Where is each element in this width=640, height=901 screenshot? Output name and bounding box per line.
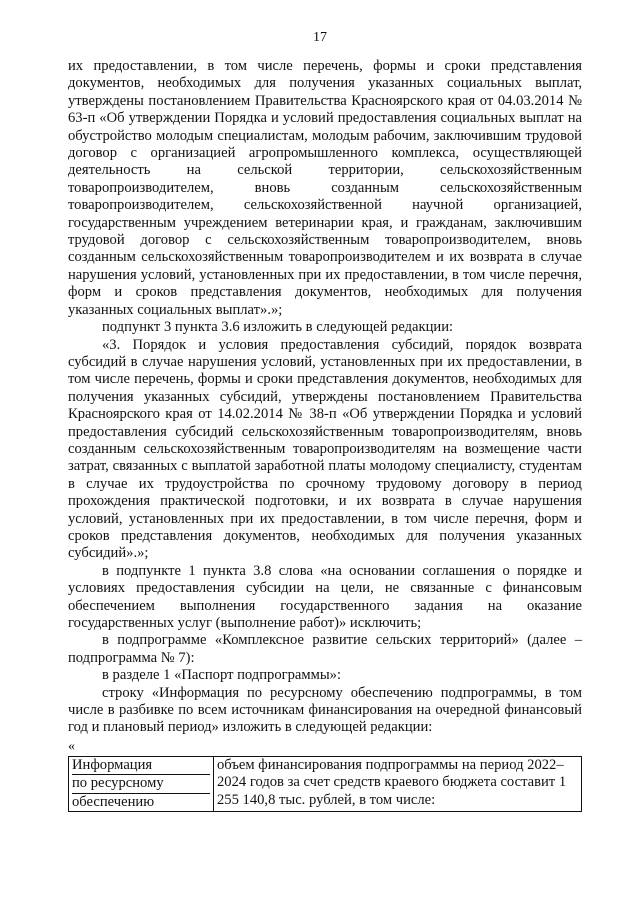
table-label-line: Информация [72, 757, 210, 775]
table-value-cell: объем финансирования подпрограммы на период 2022–2024 годов за счет средств краевого бюджета составит 1 255 140,8 тыс. рублей, в том числе: [214, 756, 582, 811]
paragraph-row-replacement: строку «Информация по ресурсному обеспечению подпрограммы, в том числе в разбивке по всем источникам финансирования на очередной финансовый год и плановый период» изложить в следующей редакции: [68, 684, 582, 736]
table-label-line: по ресурсному [72, 775, 210, 793]
paragraph-subpoint-3-6: подпункт 3 пункта 3.6 изложить в следующей редакции: [102, 319, 454, 336]
table-label-line: обеспечению [72, 793, 155, 810]
table-row [69, 756, 582, 811]
paragraph-subpoint-3-8: в подпункте 1 пункта 3.8 слова «на основании соглашения о порядке и условиях предоставления субсидии на цели, не связанные с финансовым обеспечением выполнения государственного задания на оказание государственных услуг (выполнение работ)» исключить; [68, 562, 582, 631]
paragraph-quoted-item-3: «3. Порядок и условия предоставления субсидий, порядок возврата субсидий в случае нарушения условий, установленных при их предоставлении, в том числе перечень, формы и сроки представления документов, необходимых для получения указанных субсидий, утверждены постановлением Правительства Красноярского края от 14.02.2014 № 38-п «Об утверждении Порядка и условий предоставления субсидий сельскохозяйственным товаропроизводителям, вновь созданным сельскохозяйственным товаропроизводителям на возмещение части затрат, связанных с выплатой заработной платы молодому специалисту, студентам в случае их трудоустройства по срочному трудовому договору в период прохождения практической подготовки, и их возврата в случае нарушения условий, установленных при их предоставлении, в том числе перечня, форм и сроков представления документов, необходимых для получения указанных субсидий».»; [68, 336, 582, 562]
passport-table [68, 756, 582, 812]
paragraph-section-1: в разделе 1 «Паспорт подпрограммы»: [102, 667, 342, 684]
table-label-cell [69, 756, 214, 811]
document-body [68, 58, 582, 812]
page-number: 17 [313, 30, 327, 45]
paragraph-continuation: их предоставлении, в том числе перечень, формы и сроки представления документов, необходимых для получения указанных социальных выплат, утверждены постановлением Правительства Красноярского края от 04.03.2014 № 63-п «Об утверждении Порядка и условий предоставления социальных выплат на обустройство молодым специалистам, молодым рабочим, заключившим трудовой договор с организацией агропромышленного комплекса, осуществляющей деятельность на сельской территории, сельскохозяйственным товаропроизводителем, вновь созданным сельскохозяйственным товаропроизводителем, сельскохозяйственной научной организацией, государственным учреждением ветеринарии края, и гражданам, заключившим трудовой договор с сельскохозяйственным товаропроизводителем, вновь созданным сельскохозяйственным товаропроизводителем и их возврата в случае нарушения условий, установленных при их предоставлении, в том числе перечня, форм и сроков представления документов, необходимых для получения указанных социальных выплат».»; [68, 58, 582, 318]
paragraph-subprogram-7: в подпрограмме «Комплексное развитие сельских территорий» (далее – подпрограмма № 7): [68, 632, 582, 666]
opening-quote-mark: « [68, 738, 75, 754]
